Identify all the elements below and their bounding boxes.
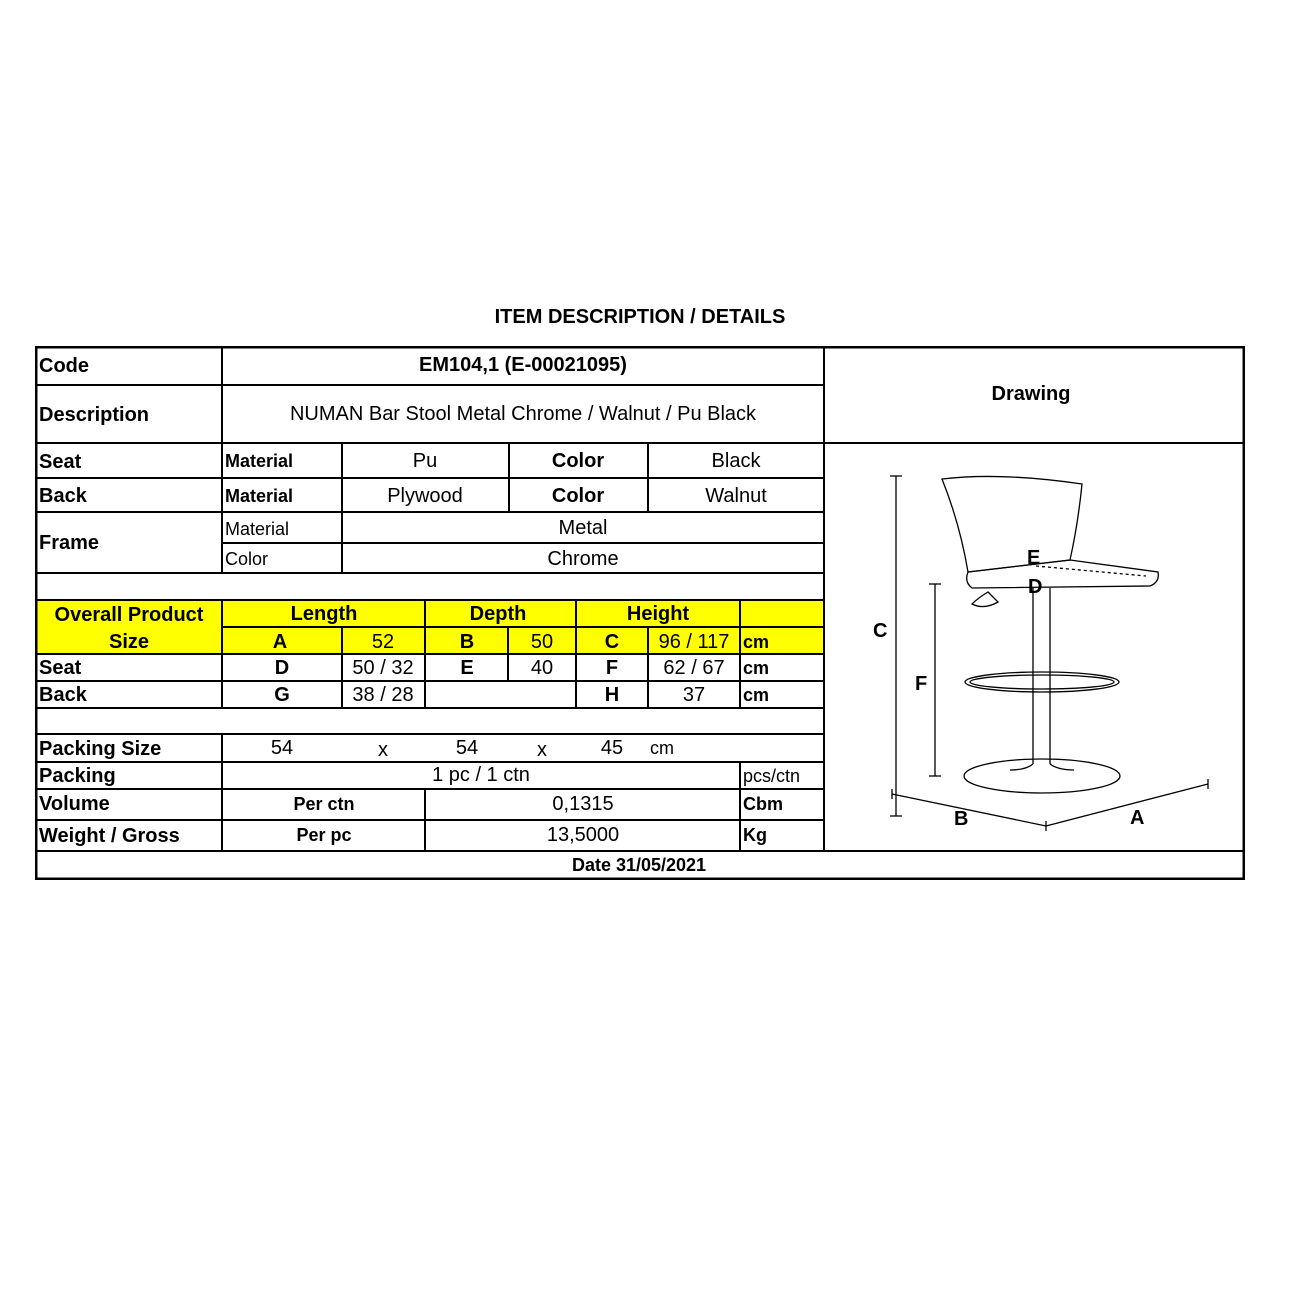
back-color: Walnut bbox=[705, 485, 767, 507]
weight-value: 13,5000 bbox=[546, 824, 620, 846]
dim-a-value: 52 bbox=[371, 631, 395, 653]
drawing-label: Drawing bbox=[991, 383, 1071, 405]
overall-size-label-line2: Size bbox=[108, 631, 150, 653]
weight-per: Per pc bbox=[296, 825, 352, 845]
frame-material: Metal bbox=[558, 517, 608, 539]
dim-e-key: E bbox=[460, 657, 474, 679]
date: Date 31/05/2021 bbox=[571, 855, 707, 875]
back-material-label: Material bbox=[225, 486, 294, 506]
code-label: Code bbox=[39, 355, 89, 377]
packing-value: 1 pc / 1 ctn bbox=[432, 764, 530, 786]
volume-value: 0,1315 bbox=[552, 793, 614, 815]
dim-b-key: B bbox=[459, 631, 475, 653]
packing-size-sep1: x bbox=[378, 739, 388, 761]
dim-h-key: H bbox=[604, 684, 620, 706]
weight-unit: Kg bbox=[743, 825, 767, 845]
overall-size-label-line1: Overall Product bbox=[54, 604, 204, 626]
frame-material-label: Material bbox=[225, 519, 290, 539]
drawing-letter-e: E bbox=[1027, 547, 1041, 569]
back-color-label: Color bbox=[551, 485, 605, 507]
packing-size-length: 54 bbox=[270, 737, 294, 759]
packing-size-width: 54 bbox=[455, 737, 479, 759]
volume-unit: Cbm bbox=[743, 794, 783, 814]
dim-g-value: 38 / 28 bbox=[352, 684, 414, 706]
dim-a-key: A bbox=[272, 631, 288, 653]
packing-unit: pcs/ctn bbox=[743, 766, 801, 786]
description-label: Description bbox=[39, 404, 150, 426]
dim-g-key: G bbox=[274, 684, 290, 706]
dim-f-key: F bbox=[605, 657, 619, 679]
drawing-letter-d: D bbox=[1028, 576, 1043, 598]
frame-color: Chrome bbox=[547, 548, 619, 570]
weight-label: Weight / Gross bbox=[39, 825, 180, 847]
volume-per: Per ctn bbox=[293, 794, 355, 814]
dim-b-value: 50 bbox=[530, 631, 554, 653]
depth-header: Depth bbox=[469, 603, 527, 625]
drawing-letter-f: F bbox=[915, 673, 928, 695]
packing-size-unit: cm bbox=[650, 738, 674, 758]
seat-dims-unit: cm bbox=[743, 658, 770, 678]
back-dims-unit: cm bbox=[743, 685, 770, 705]
drawing-letter-c: C bbox=[873, 620, 888, 642]
back-label: Back bbox=[39, 485, 87, 507]
seat-material: Pu bbox=[412, 450, 438, 472]
drawing-letter-b: B bbox=[954, 808, 969, 830]
dim-c-key: C bbox=[604, 631, 620, 653]
volume-label: Volume bbox=[39, 793, 110, 815]
code-value: EM104,1 (E-00021095) bbox=[419, 354, 627, 376]
height-header: Height bbox=[626, 603, 690, 625]
length-header: Length bbox=[290, 603, 358, 625]
frame-color-label: Color bbox=[225, 549, 269, 569]
packing-size-sep2: x bbox=[537, 739, 547, 761]
packing-size-label: Packing Size bbox=[39, 738, 162, 760]
seat-color-label: Color bbox=[551, 450, 605, 472]
back-dims-label: Back bbox=[39, 684, 87, 706]
bar-stool-drawing bbox=[850, 464, 1230, 849]
dim-d-key: D bbox=[274, 657, 290, 679]
packing-size-height: 45 bbox=[600, 737, 624, 759]
dim-h-value: 37 bbox=[682, 684, 706, 706]
back-material: Plywood bbox=[387, 485, 463, 507]
packing-label: Packing bbox=[39, 765, 116, 787]
dim-f-value: 62 / 67 bbox=[663, 657, 725, 679]
bar-stool-svg bbox=[850, 464, 1230, 844]
seat-material-label: Material bbox=[225, 451, 294, 471]
dim-c-value: 96 / 117 bbox=[658, 631, 730, 653]
overall-unit: cm bbox=[743, 632, 770, 652]
seat-dims-label: Seat bbox=[39, 657, 82, 679]
drawing-letter-a: A bbox=[1130, 807, 1145, 829]
seat-label: Seat bbox=[39, 451, 82, 473]
sheet-title: ITEM DESCRIPTION / DETAILS bbox=[494, 306, 786, 328]
dim-d-value: 50 / 32 bbox=[352, 657, 414, 679]
frame-label: Frame bbox=[39, 532, 100, 554]
description-value: NUMAN Bar Stool Metal Chrome / Walnut / Pu Black bbox=[289, 403, 757, 425]
seat-color: Black bbox=[711, 450, 761, 472]
dim-e-value: 40 bbox=[530, 657, 554, 679]
